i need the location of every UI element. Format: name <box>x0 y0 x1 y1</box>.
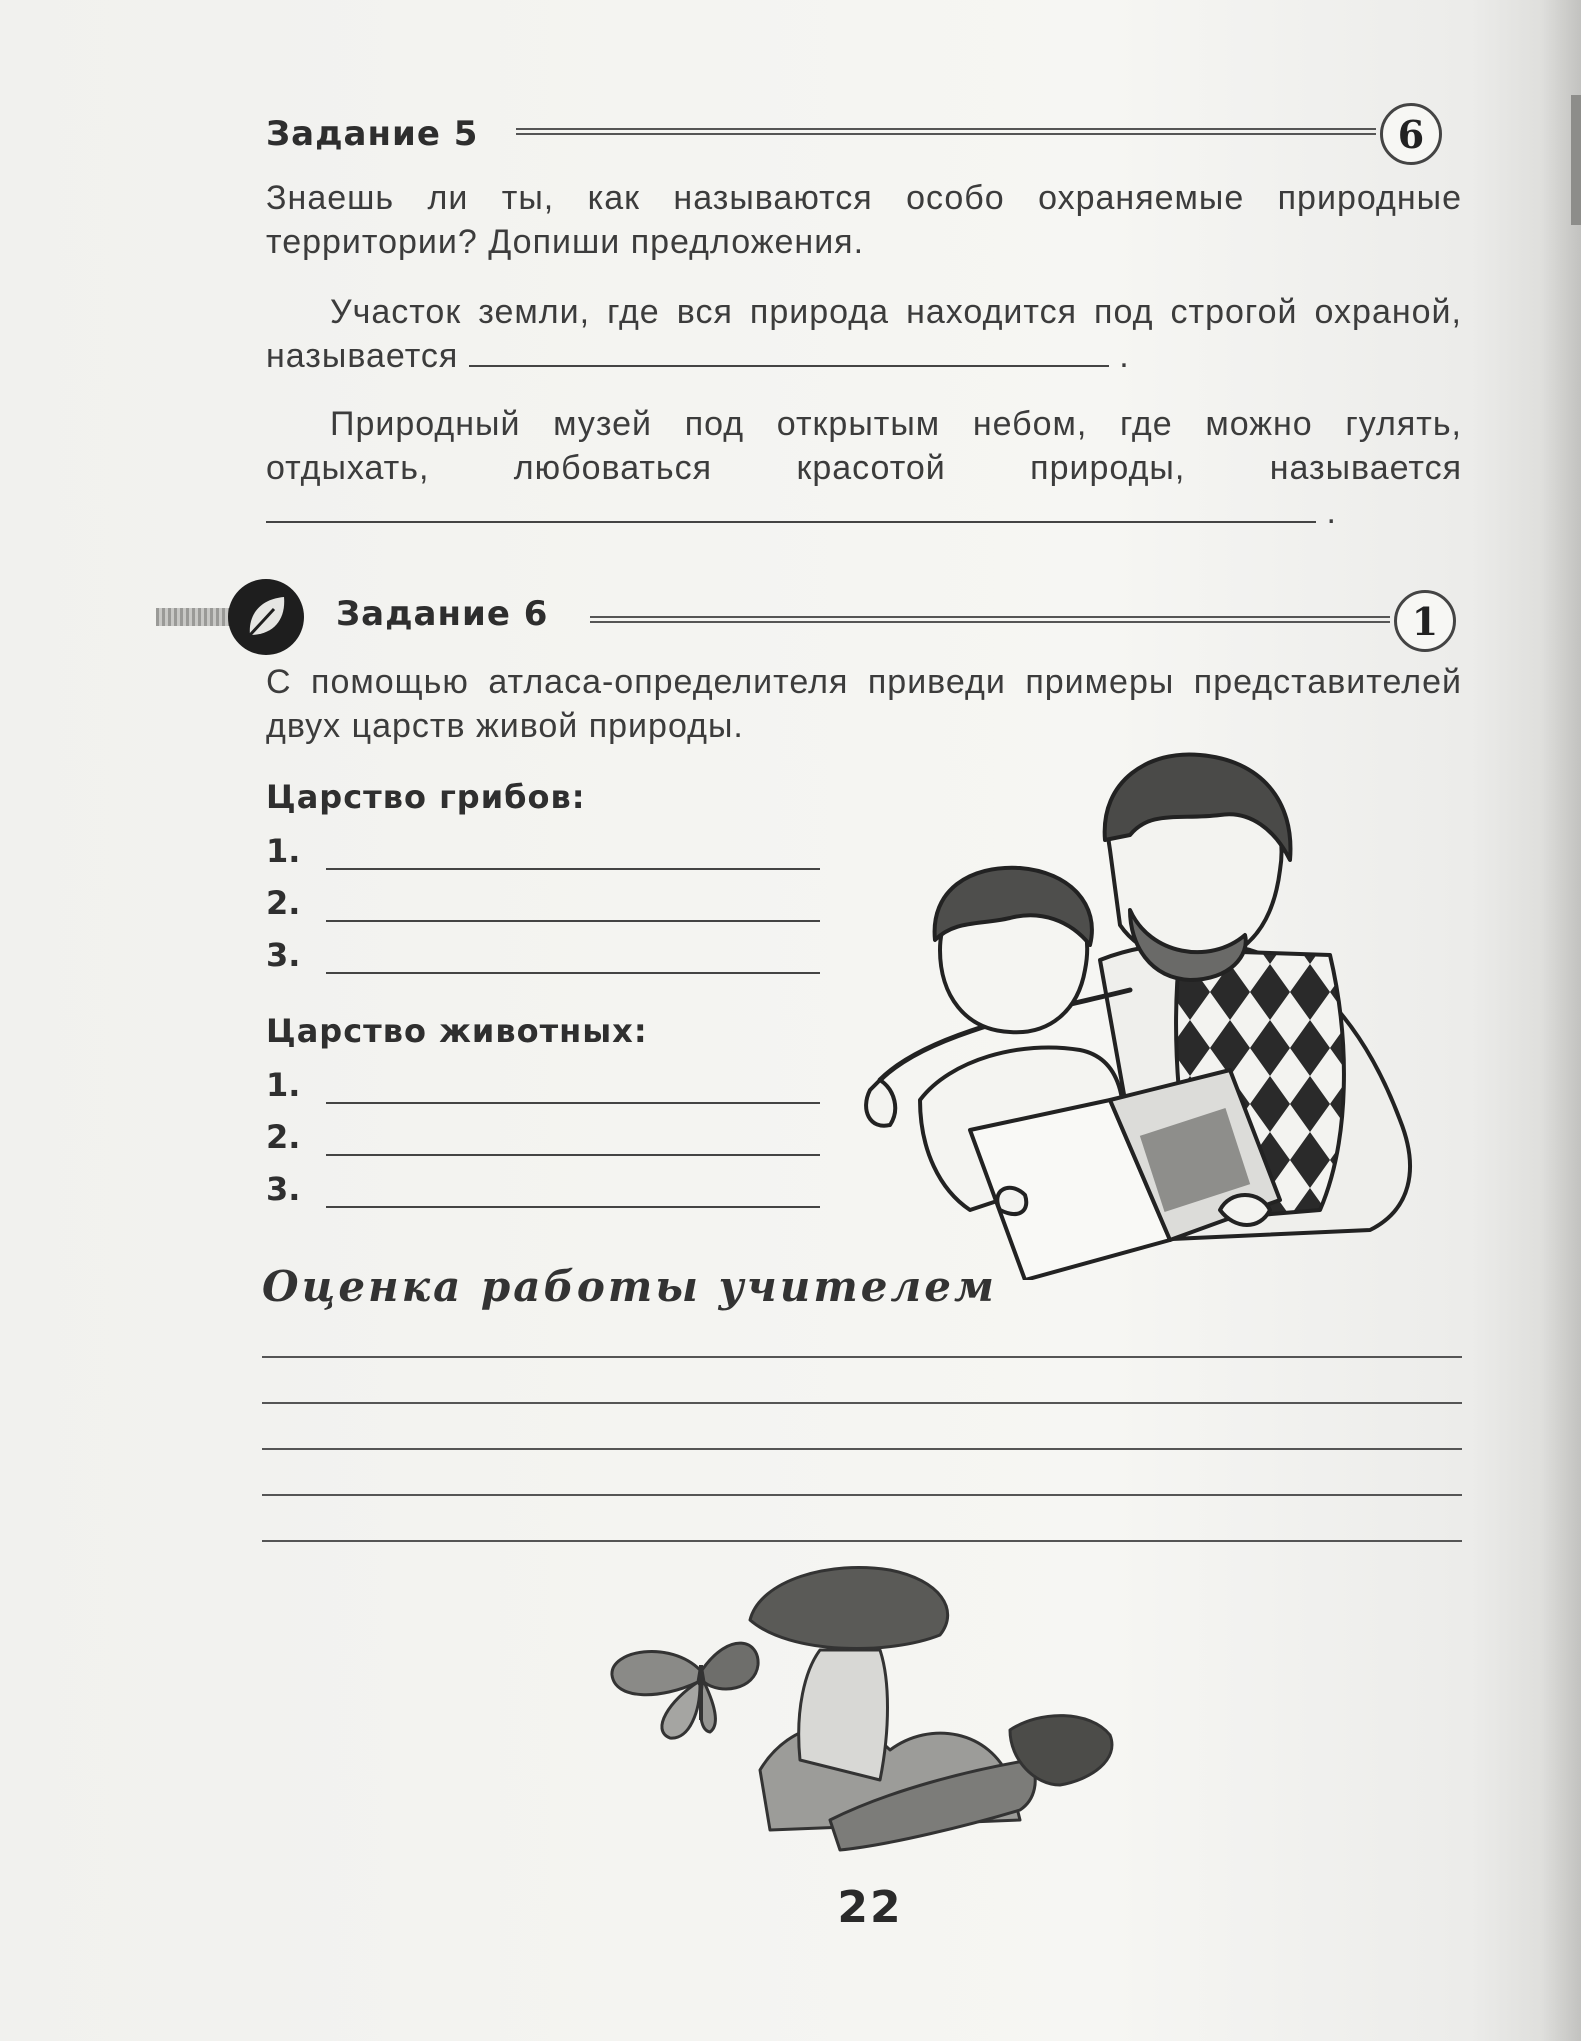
animals-kingdom-title: Царство животных: <box>266 1012 648 1050</box>
task6-side-stripe <box>156 608 236 626</box>
task6-title: Задание 6 <box>336 594 549 634</box>
animals-answer-row[interactable] <box>266 1066 826 1110</box>
task5-sentence2 <box>266 402 1462 534</box>
animals-answer-row[interactable] <box>266 1118 826 1162</box>
task5-title: Задание 5 <box>266 114 479 154</box>
task5-sentence1-end: . <box>1119 337 1130 375</box>
fungi-answer-row[interactable] <box>266 832 826 876</box>
answer-number: 2. <box>266 1118 301 1156</box>
fungi-answer-row[interactable] <box>266 936 826 980</box>
leaf-icon <box>226 577 306 657</box>
task5-answer1-line[interactable] <box>469 337 1109 367</box>
answer-line[interactable] <box>326 1102 820 1104</box>
answer-number: 2. <box>266 884 301 922</box>
fungi-kingdom-title: Царство грибов: <box>266 778 586 816</box>
evaluation-line[interactable] <box>262 1448 1462 1450</box>
task5-answer2-line[interactable] <box>266 493 1316 523</box>
evaluation-line[interactable] <box>262 1356 1462 1358</box>
task5-sentence1 <box>266 290 1462 378</box>
evaluation-title: Оценка работы учителем <box>262 1262 997 1311</box>
answer-number: 1. <box>266 1066 301 1104</box>
evaluation-line[interactable] <box>262 1494 1462 1496</box>
fungi-answer-row[interactable] <box>266 884 826 928</box>
task5-sentence2-text: Природный музей под открытым небом, где можно гулять, отдыхать, любоваться красотой природы, называется <box>266 405 1462 487</box>
task5-intro: Знаешь ли ты, как называются особо охраняемые природные территории? Допиши предложения. <box>266 179 1462 261</box>
answer-number: 1. <box>266 832 301 870</box>
evaluation-line[interactable] <box>262 1402 1462 1404</box>
evaluation-line[interactable] <box>262 1540 1462 1542</box>
answer-number: 3. <box>266 936 301 974</box>
task5-score-badge: 6 <box>1380 103 1442 165</box>
task5-title-rule <box>516 128 1376 135</box>
task6-intro: С помощью атласа-определителя приведи примеры представителей двух царств живой природы. <box>266 663 1462 745</box>
answer-line[interactable] <box>326 972 820 974</box>
task5-sentence1-text: Участок земли, где вся природа находится под строгой охраной, называется <box>266 293 1462 375</box>
page-number: 22 <box>837 1882 903 1933</box>
answer-line[interactable] <box>326 868 820 870</box>
task6-title-rule <box>590 616 1390 623</box>
answer-line[interactable] <box>326 1206 820 1208</box>
answer-line[interactable] <box>326 920 820 922</box>
man-and-boy-reading-illustration <box>850 740 1480 1280</box>
answer-line[interactable] <box>326 1154 820 1156</box>
answer-number: 3. <box>266 1170 301 1208</box>
butterfly-icon <box>612 1643 758 1738</box>
task6-score-badge: 1 <box>1394 590 1456 652</box>
page-edge-shadow <box>1541 0 1581 2041</box>
task5-sentence2-end: . <box>1326 493 1337 531</box>
animals-answer-row[interactable] <box>266 1170 826 1214</box>
mushrooms-and-butterfly-illustration <box>590 1560 1130 1860</box>
